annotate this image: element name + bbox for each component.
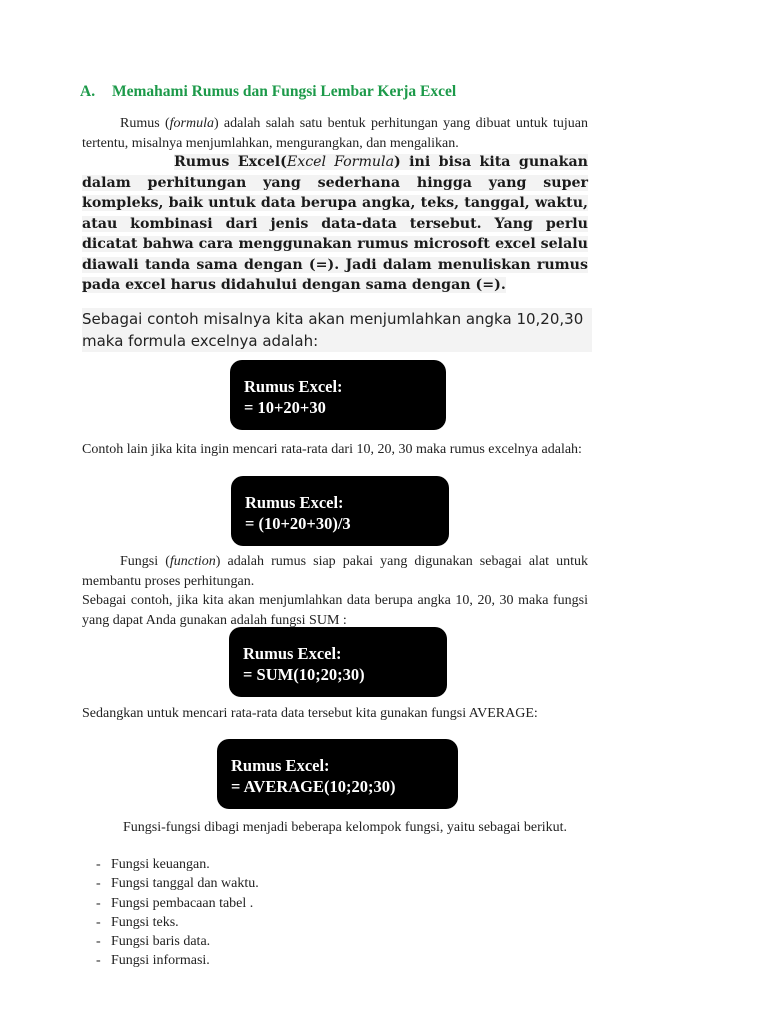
formula-label: Rumus Excel: xyxy=(244,377,343,396)
formula-text: = 10+20+30 xyxy=(244,398,326,417)
section-title: Memahami Rumus dan Fungsi Lembar Kerja Excel xyxy=(112,83,457,100)
how-to-use-link-text: cara menggunakan rumus microsoft excel xyxy=(198,236,536,252)
intro-paragraph: Rumus (formula) adalah salah satu bentuk perhitungan yang dibuat untuk tujuan tertentu, misalnya menjumlahkan, mengurangkan, dan mengalikan. xyxy=(82,116,589,151)
formula-term: formula xyxy=(169,116,214,131)
list-item: - Fungsi informasi. xyxy=(96,951,259,970)
function-groups-paragraph: Fungsi-fungsi dibagi menjadi beberapa kelompok fungsi, yaitu sebagai berikut. xyxy=(123,820,568,835)
list-item: - Fungsi baris data. xyxy=(96,932,259,951)
formula-label: Rumus Excel: xyxy=(231,756,330,775)
section-number: A. xyxy=(80,83,96,100)
section-heading xyxy=(80,83,456,101)
list-item: - Fungsi keuangan. xyxy=(96,855,259,874)
formula-label: Rumus Excel: xyxy=(245,493,344,512)
function-term: function xyxy=(169,554,216,569)
list-item: - Fungsi tanggal dan waktu. xyxy=(96,874,259,893)
formula-box-sum-function xyxy=(229,627,447,697)
list-item: - Fungsi teks. xyxy=(96,913,259,932)
average-function-paragraph: Sedangkan untuk mencari rata-rata data tersebut kita gunakan fungsi AVERAGE: xyxy=(82,706,538,721)
formula-box-average-manual xyxy=(231,476,449,546)
excel-formula-paragraph: Rumus Excel(Excel Formula) ini bisa kita gunakan dalam perhitungan yang sederhana hingga yang super kompleks, baik untuk data berupa angka, teks, tanggal, waktu, atau kombinasi dari jenis data-data tersebut. Yang perlu dicatat bahwa cara menggunakan rumus microsoft excel selalu diawali tanda sama dengan (=). Jadi dalam menuliskan rumus pada excel harus didahului dengan sama dengan (=). xyxy=(82,154,588,293)
example-sum-intro: Sebagai contoh misalnya kita akan menjumlahkan angka 10,20,30 maka formula excelnya adalah: xyxy=(82,308,592,352)
function-groups-list xyxy=(96,855,259,971)
formula-text: = (10+20+30)/3 xyxy=(245,514,351,533)
average-intro-paragraph: Contoh lain jika kita ingin mencari rata-rata dari 10, 20, 30 maka rumus excelnya adalah: xyxy=(82,442,582,457)
formula-box-sum-operator xyxy=(230,360,446,430)
formula-text: = SUM(10;20;30) xyxy=(243,665,365,684)
formula-text: = AVERAGE(10;20;30) xyxy=(231,777,396,796)
formula-label: Rumus Excel: xyxy=(243,644,342,663)
formula-box-average-function xyxy=(217,739,458,809)
function-definition-paragraph: Fungsi (function) adalah rumus siap pakai yang digunakan sebagai alat untuk membantu proses perhitungan. xyxy=(82,554,588,589)
list-item: - Fungsi pembacaan tabel . xyxy=(96,894,259,913)
excel-formula-term: Excel Formula xyxy=(286,154,395,170)
sum-function-paragraph: Sebagai contoh, jika kita akan menjumlahkan data berupa angka 10, 20, 30 maka fungsi yang dapat Anda gunakan adalah fungsi SUM : xyxy=(82,593,588,628)
